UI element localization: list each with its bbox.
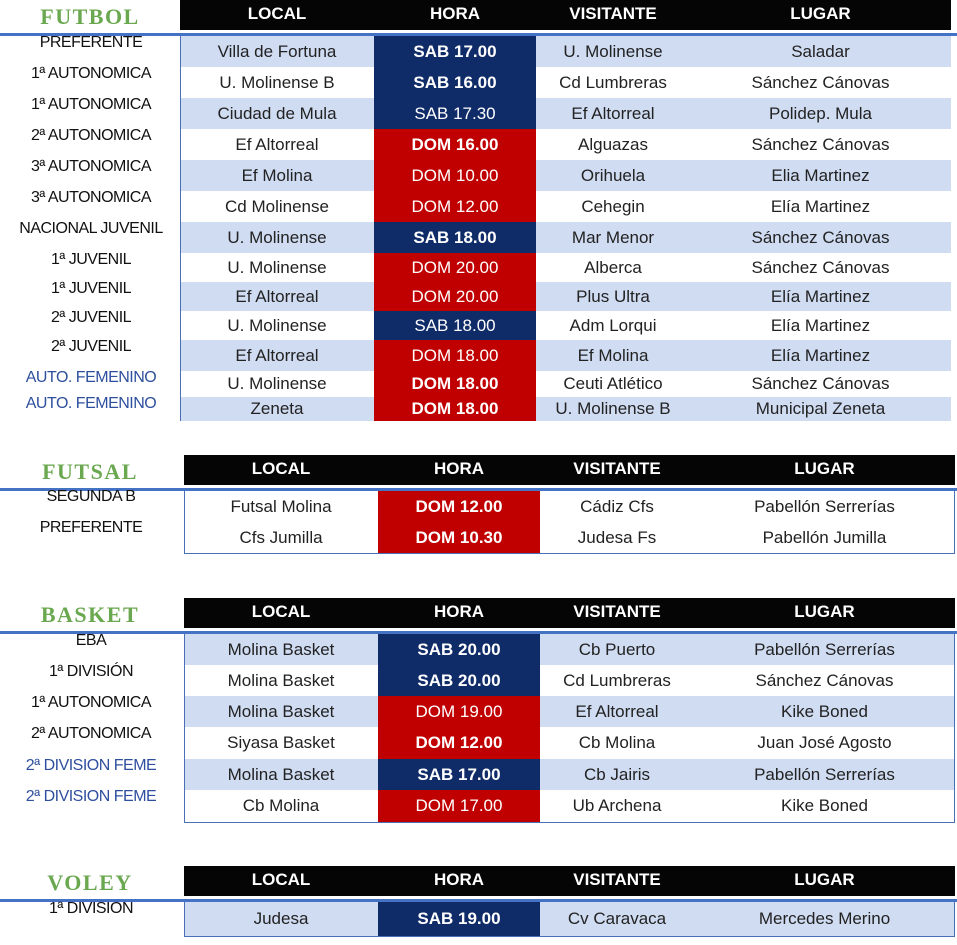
hora-badge: DOM 12.00 [378, 491, 540, 522]
table-row [180, 340, 951, 371]
lugar-cell: Elia Martinez [771, 165, 870, 185]
visitante-cell: Ef Molina [577, 345, 649, 365]
hora-badge: SAB 20.00 [378, 665, 540, 696]
lugar-cell: Elía Martinez [770, 196, 871, 216]
local-cell: Futsal Molina [230, 496, 332, 516]
hora-badge: SAB 20.00 [378, 634, 540, 665]
visitante-cell: Cd Lumbreras [559, 72, 667, 92]
table-row [180, 253, 951, 282]
category-label: PREFERENTE [39, 34, 143, 51]
visitante-cell: Mar Menor [571, 227, 655, 247]
category-label: 1ª JUVENIL [50, 280, 132, 297]
column-header-hora: HORA [433, 870, 485, 889]
voley-section [0, 866, 957, 938]
column-header-lugar: LUGAR [794, 602, 855, 621]
visitante-cell: Alguazas [578, 134, 648, 154]
table-row [180, 191, 951, 222]
table-left-border [184, 491, 185, 553]
table-right-border [954, 491, 955, 553]
lugar-cell: Pabellón Serrerías [754, 496, 895, 516]
column-header-lugar: LUGAR [794, 870, 855, 889]
table-row [184, 902, 955, 936]
futsal-header-bar [184, 455, 955, 485]
visitante-cell: Cv Caravaca [567, 909, 667, 928]
hora-badge: DOM 18.00 [374, 371, 536, 397]
visitante-cell: Cádiz Cfs [580, 496, 654, 516]
local-cell: Villa de Fortuna [217, 41, 337, 61]
table-row [180, 371, 951, 397]
lugar-cell: Kike Boned [781, 796, 868, 815]
table-bottom-border [184, 553, 955, 554]
category-label: NACIONAL JUVENIL [19, 220, 163, 237]
lugar-cell: Kike Boned [781, 701, 868, 721]
hora-badge: DOM 10.00 [374, 160, 536, 191]
visitante-cell: Cb Puerto [578, 639, 656, 659]
basket-title: BASKET [40, 602, 140, 627]
table-row [180, 222, 951, 253]
local-cell: Ciudad de Mula [217, 103, 337, 123]
basket-section [0, 598, 957, 824]
local-cell: Molina Basket [227, 670, 335, 690]
category-label: 2ª JUVENIL [50, 309, 132, 326]
table-row [184, 634, 955, 665]
table-row [184, 522, 955, 553]
category-label: 2ª DIVISION FEME [25, 788, 157, 805]
local-cell: Molina Basket [227, 639, 335, 659]
visitante-cell: U. Molinense B [555, 399, 671, 418]
category-label: SEGUNDA B [46, 488, 136, 505]
category-label: 1ª JUVENIL [50, 251, 132, 268]
futsal-section [0, 455, 957, 555]
column-header-local: LOCAL [247, 4, 307, 23]
lugar-cell: Pabellón Serrerías [754, 764, 895, 784]
visitante-cell: Ceuti Atlético [563, 374, 663, 393]
hora-badge: DOM 10.30 [378, 522, 540, 553]
hora-badge: DOM 18.00 [374, 340, 536, 371]
table-row [180, 67, 951, 98]
category-label: 2ª DIVISION FEME [25, 757, 157, 774]
lugar-cell: Sánchez Cánovas [755, 670, 894, 690]
hora-badge: DOM 12.00 [378, 727, 540, 759]
futsal-title: FUTSAL [42, 459, 138, 484]
column-header-visitante: VISITANTE [569, 4, 657, 23]
table-row [180, 36, 951, 67]
table-row [180, 129, 951, 160]
category-label: AUTO. FEMENINO [25, 395, 157, 412]
hora-badge: SAB 18.00 [374, 311, 536, 340]
futbol-section [0, 0, 957, 423]
category-label: PREFERENTE [39, 519, 143, 536]
local-cell: U. Molinense [227, 227, 327, 247]
hora-badge: DOM 19.00 [378, 696, 540, 727]
column-header-visitante: VISITANTE [573, 459, 661, 478]
visitante-cell: Judesa Fs [577, 527, 657, 547]
lugar-cell: Elía Martinez [770, 315, 871, 335]
local-cell: Cfs Jumilla [239, 527, 323, 547]
table-row [180, 98, 951, 129]
visitante-cell: Plus Ultra [576, 286, 650, 306]
category-label: 3ª AUTONOMICA [30, 158, 152, 175]
local-cell: Siyasa Basket [227, 733, 335, 752]
column-header-lugar: LUGAR [794, 459, 855, 478]
lugar-cell: Pabellón Jumilla [762, 527, 887, 547]
table-row [180, 160, 951, 191]
hora-badge: SAB 17.00 [374, 36, 536, 67]
visitante-cell: Cb Molina [578, 733, 656, 752]
lugar-cell: Juan José Agosto [757, 733, 892, 752]
category-label: AUTO. FEMENINO [25, 369, 157, 386]
column-header-hora: HORA [433, 602, 485, 621]
lugar-cell: Municipal Zeneta [755, 399, 886, 418]
hora-badge: SAB 17.30 [374, 98, 536, 129]
table-left-border [184, 634, 185, 822]
visitante-cell: Alberca [584, 257, 642, 277]
lugar-cell: Sánchez Cánovas [751, 134, 890, 154]
table-right-border [954, 902, 955, 936]
lugar-cell: Sánchez Cánovas [751, 257, 890, 277]
category-label: 3ª AUTONOMICA [30, 189, 152, 206]
hora-badge: SAB 17.00 [378, 759, 540, 790]
lugar-cell: Pabellón Serrerías [754, 639, 895, 659]
column-header-hora: HORA [429, 4, 481, 23]
visitante-cell: Ef Altorreal [571, 103, 655, 123]
lugar-cell: Saladar [791, 41, 850, 61]
table-row [180, 397, 951, 421]
category-label: 1ª AUTONOMICA [30, 65, 152, 82]
hora-badge: DOM 16.00 [374, 129, 536, 160]
visitante-cell: Cb Jairis [583, 764, 651, 784]
local-cell: Molina Basket [227, 701, 335, 721]
voley-header-bar [184, 866, 955, 896]
local-cell: U. Molinense [227, 315, 327, 335]
visitante-cell: Adm Lorqui [569, 315, 657, 335]
local-cell: Judesa [253, 909, 309, 928]
basket-header-bar [184, 598, 955, 628]
lugar-cell: Sánchez Cánovas [751, 72, 890, 92]
table-row [180, 311, 951, 340]
hora-badge: SAB 19.00 [378, 902, 540, 936]
visitante-cell: Ef Altorreal [575, 701, 659, 721]
visitante-cell: Ub Archena [572, 796, 662, 815]
local-cell: U. Molinense B [219, 72, 335, 92]
local-cell: Ef Molina [241, 165, 313, 185]
category-label: 1ª AUTONOMICA [30, 694, 152, 711]
column-header-local: LOCAL [251, 459, 311, 478]
table-row [184, 790, 955, 822]
table-bottom-border [184, 822, 955, 823]
table-row [184, 759, 955, 790]
lugar-cell: Elía Martinez [770, 286, 871, 306]
category-label: 2ª AUTONOMICA [30, 127, 152, 144]
lugar-cell: Sánchez Cánovas [751, 374, 890, 393]
local-cell: U. Molinense [227, 257, 327, 277]
local-cell: Zeneta [250, 399, 304, 418]
column-header-visitante: VISITANTE [573, 870, 661, 889]
category-label: 1ª DIVISION [49, 900, 133, 917]
column-header-visitante: VISITANTE [573, 602, 661, 621]
local-cell: Ef Altorreal [235, 286, 319, 306]
hora-badge: DOM 20.00 [374, 282, 536, 311]
hora-badge: DOM 18.00 [374, 397, 536, 421]
category-label: 1ª AUTONOMICA [30, 96, 152, 113]
table-left-border [184, 902, 185, 936]
local-cell: U. Molinense [227, 374, 327, 393]
visitante-cell: Cehegin [581, 196, 645, 216]
local-cell: Molina Basket [227, 764, 335, 784]
table-row [184, 696, 955, 727]
lugar-cell: Polidep. Mula [768, 103, 872, 123]
category-label: EBA [75, 632, 107, 649]
table-row [184, 491, 955, 522]
voley-title: VOLEY [47, 870, 133, 895]
table-row [180, 282, 951, 311]
futbol-header-bar [180, 0, 951, 30]
column-header-local: LOCAL [251, 602, 311, 621]
table-right-border [954, 634, 955, 822]
visitante-cell: Cd Lumbreras [563, 670, 671, 690]
hora-badge: SAB 18.00 [374, 222, 536, 253]
visitante-cell: U. Molinense [563, 41, 663, 61]
visitante-cell: Orihuela [580, 165, 646, 185]
local-cell: Cd Molinense [225, 196, 329, 216]
lugar-cell: Mercedes Merino [758, 909, 891, 928]
category-label: 2ª AUTONOMICA [30, 725, 152, 742]
hora-badge: DOM 20.00 [374, 253, 536, 282]
table-bottom-border [184, 936, 955, 937]
hora-badge: DOM 17.00 [378, 790, 540, 822]
table-row [184, 665, 955, 696]
column-header-lugar: LUGAR [790, 4, 851, 23]
hora-badge: SAB 16.00 [374, 67, 536, 98]
table-left-border [180, 36, 181, 421]
lugar-cell: Sánchez Cánovas [751, 227, 890, 247]
local-cell: Cb Molina [242, 796, 320, 815]
local-cell: Ef Altorreal [235, 134, 319, 154]
local-cell: Ef Altorreal [235, 345, 319, 365]
lugar-cell: Elía Martinez [770, 345, 871, 365]
column-header-local: LOCAL [251, 870, 311, 889]
column-header-hora: HORA [433, 459, 485, 478]
futbol-title: FUTBOL [40, 4, 140, 29]
table-row [184, 727, 955, 759]
category-label: 2ª JUVENIL [50, 338, 132, 355]
category-label: 1ª DIVISIÓN [49, 663, 133, 680]
hora-badge: DOM 12.00 [374, 191, 536, 222]
